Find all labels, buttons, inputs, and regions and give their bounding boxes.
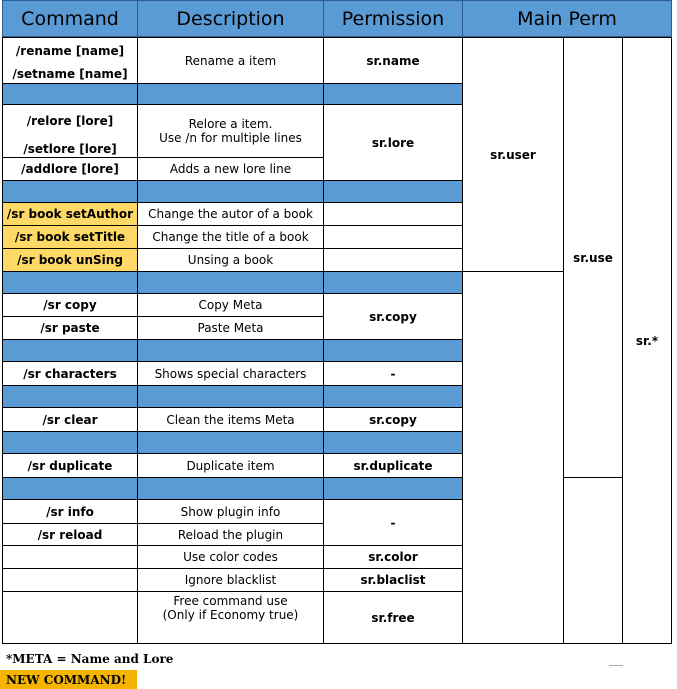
command-clear: /sr clear <box>2 407 138 432</box>
header-command: Command <box>2 0 138 37</box>
separator <box>2 339 138 362</box>
description-characters: Shows special characters <box>137 361 324 386</box>
description-relore: Relore a item. Use /n for multiple lines <box>137 104 324 158</box>
permission-empty <box>323 248 463 272</box>
permission-clear: sr.copy <box>323 407 463 432</box>
permission-blacklist: sr.blaclist <box>323 568 463 592</box>
permission-empty <box>323 202 463 226</box>
command-setname: /setname [name] <box>12 67 128 81</box>
header-permission: Permission <box>323 0 463 37</box>
permission-color: sr.color <box>323 545 463 569</box>
permission-characters: - <box>323 361 463 386</box>
description-blacklist: Ignore blacklist <box>137 568 324 592</box>
description-duplicate: Duplicate item <box>137 453 324 478</box>
separator <box>323 339 463 362</box>
description-reload: Reload the plugin <box>137 523 324 546</box>
description-color: Use color codes <box>137 545 324 569</box>
description-free: Free command use (Only if Economy true) <box>137 591 324 644</box>
new-command-legend: NEW COMMAND! <box>0 670 137 689</box>
separator <box>137 83 324 105</box>
permission-rename: sr.name <box>323 37 463 84</box>
description-info: Show plugin info <box>137 499 324 524</box>
separator <box>2 271 138 294</box>
command-book-setauthor: /sr book setAuthor <box>2 202 138 226</box>
command-empty <box>2 568 138 592</box>
meta-note: *META = Name and Lore <box>6 652 174 666</box>
description-clear: Clean the items Meta <box>137 407 324 432</box>
separator <box>323 385 463 408</box>
command-paste: /sr paste <box>2 316 138 340</box>
command-reload: /sr reload <box>2 523 138 546</box>
divider <box>609 665 623 666</box>
separator <box>2 431 138 454</box>
command-characters: /sr characters <box>2 361 138 386</box>
separator <box>323 83 463 105</box>
separator <box>137 477 324 500</box>
permission-free: sr.free <box>323 591 463 644</box>
separator <box>2 477 138 500</box>
header-description: Description <box>137 0 324 37</box>
description-addlore: Adds a new lore line <box>137 157 324 181</box>
separator <box>137 431 324 454</box>
command-empty <box>2 545 138 569</box>
separator <box>137 385 324 408</box>
command-duplicate: /sr duplicate <box>2 453 138 478</box>
main-perm-user: sr.user <box>462 37 564 272</box>
command-copy: /sr copy <box>2 293 138 317</box>
separator <box>323 180 463 203</box>
command-book-settitle: /sr book setTitle <box>2 225 138 249</box>
separator <box>2 83 138 105</box>
command-info: /sr info <box>2 499 138 524</box>
separator <box>2 385 138 408</box>
separator <box>137 271 324 294</box>
separator <box>137 180 324 203</box>
description-book-unsing: Unsing a book <box>137 248 324 272</box>
command-relore: /relore [lore] <box>26 114 114 128</box>
command-book-unsing: /sr book unSing <box>2 248 138 272</box>
description-paste: Paste Meta <box>137 316 324 340</box>
main-perm-empty <box>462 271 564 644</box>
description-copy: Copy Meta <box>137 293 324 317</box>
separator <box>137 339 324 362</box>
header-main-perm: Main Perm <box>462 0 672 37</box>
command-addlore: /addlore [lore] <box>2 157 138 181</box>
permission-duplicate: sr.duplicate <box>323 453 463 478</box>
separator <box>323 271 463 294</box>
description-rename: Rename a item <box>137 37 324 84</box>
main-perm-empty <box>563 477 623 644</box>
permission-copy: sr.copy <box>323 293 463 340</box>
description-book-settitle: Change the title of a book <box>137 225 324 249</box>
separator <box>2 180 138 203</box>
permission-lore: sr.lore <box>323 104 463 181</box>
separator <box>323 431 463 454</box>
permission-info: - <box>323 499 463 546</box>
command-empty <box>2 591 138 644</box>
permission-empty <box>323 225 463 249</box>
main-perm-use: sr.use <box>563 37 623 478</box>
main-perm-all: sr.* <box>622 37 672 644</box>
separator <box>323 477 463 500</box>
command-rename: /rename [name] <box>15 44 125 58</box>
command-setlore: /setlore [lore] <box>23 142 117 156</box>
description-book-setauthor: Change the autor of a book <box>137 202 324 226</box>
